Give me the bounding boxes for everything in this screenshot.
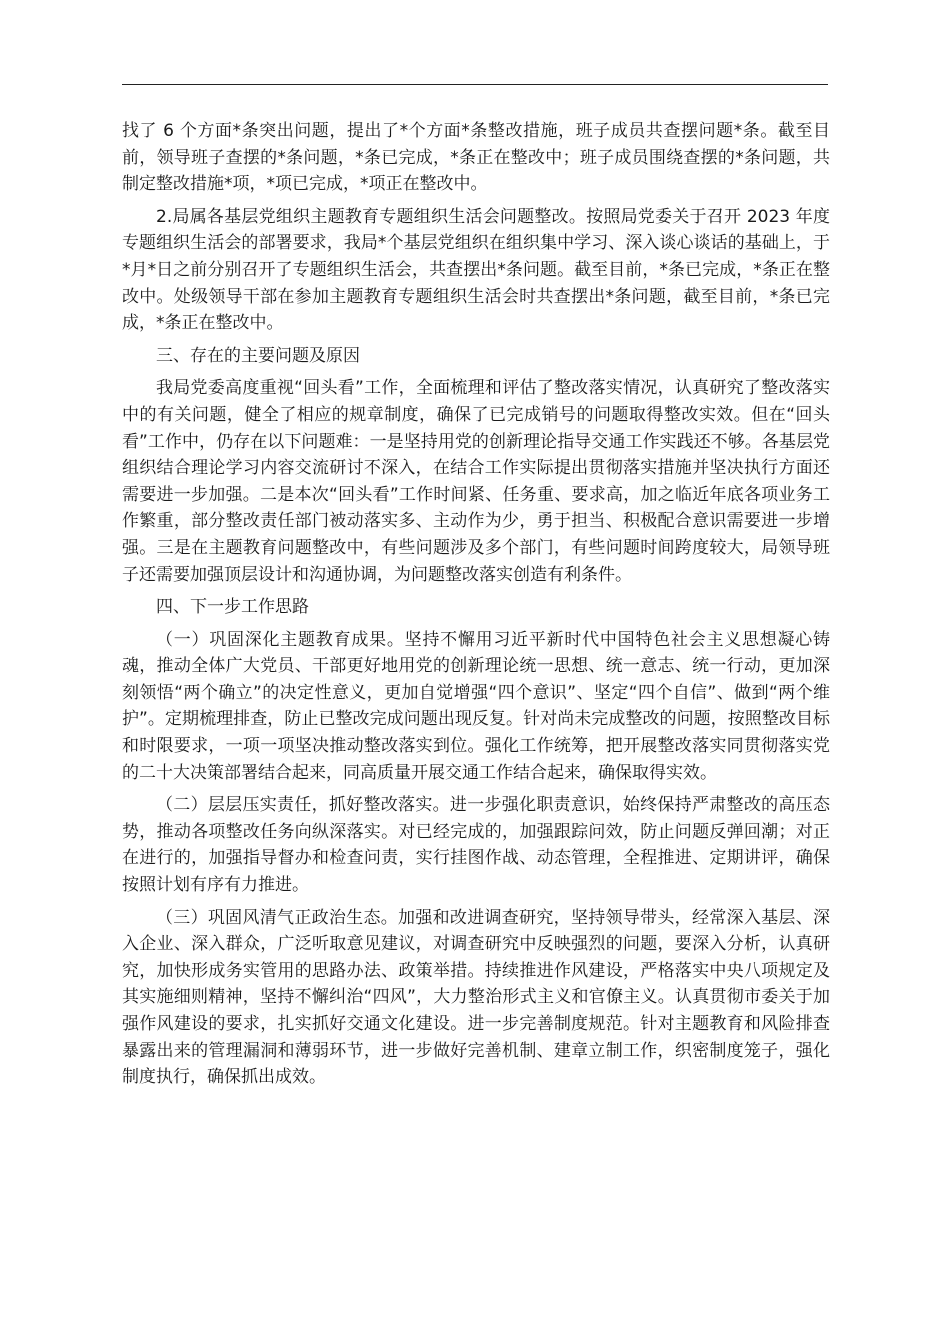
paragraph-continuation: 找了 6 个方面*条突出问题，提出了*个方面*条整改措施，班子成员共查摆问题*条。截至目前，领导班子查摆的*条问题，*条已完成，*条正在整改中；班子成员围绕查摆的*条问题，共制定整改措施*项，*项已完成，*项正在整改中。: [122, 121, 830, 195]
paragraph-next-step-2: （二）层层压实责任，抓好整改落实。进一步强化职责意识，始终保持严肃整改的高压态势，推动各项整改任务向纵深落实。对已经完成的，加强跟踪问效，防止问题反弹回潮；对正在进行的，加强指导督办和检查问责，实行挂图作战、动态管理，全程推进、定期讲评，确保按照计划有序有力推进。: [122, 795, 830, 896]
paragraph-next-step-3: （三）巩固风清气正政治生态。加强和改进调查研究，坚持领导带头，经常深入基层、深入企业、深入群众，广泛听取意见建议，对调查研究中反映强烈的问题，要深入分析，认真研究，加快形成务实管用的思路办法、政策举措。持续推进作风建设，严格落实中央八项规定及其实施细则精神，坚持不懈纠治“四风”，大力整治形式主义和官僚主义。认真贯彻市委关于加强作风建设的要求，扎实抓好交通文化建设。进一步完善制度规范。针对主题教育和风险排查暴露出来的管理漏洞和薄弱环节，进一步做好完善机制、建章立制工作，织密制度笼子，强化制度执行，确保抓出成效。: [122, 907, 830, 1088]
section-heading-3: 三、存在的主要问题及原因: [156, 345, 360, 366]
paragraph-item-2: 2.局属各基层党组织主题教育专题组织生活会问题整改。按照局党委关于召开 2023 年度专题组织生活会的部署要求，我局*个基层党组织在组织集中学习、深入谈心谈话的基础上，于*月*日之前分别召开了专题组织生活会，共查摆出*条问题。截至目前，*条已完成，*条正在整改中。处级领导干部在参加主题教育专题组织生活会时共查摆出*条问题，截至目前，*条已完成，*条正在整改中。: [122, 206, 830, 334]
section-heading-4: 四、下一步工作思路: [156, 597, 309, 618]
document-body: [122, 118, 830, 1097]
paragraph-next-step-1: （一）巩固深化主题教育成果。坚持不懈用习近平新时代中国特色社会主义思想凝心铸魂，推动全体广大党员、干部更好地用党的创新理论统一思想、统一意志、统一行动，更加深刻领悟“两个确立”的决定性意义，更加自觉增强“四个意识”、坚定“四个自信”、做到“两个维护”。定期梳理排查，防止已整改完成问题出现反复。针对尚未完成整改的问题，按照整改目标和时限要求，一项一项坚决推动整改落实到位。强化工作统筹，把开展整改落实同贯彻落实党的二十大决策部署结合起来，同高质量开展交通工作结合起来，确保取得实效。: [122, 629, 830, 783]
paragraph-problems: 我局党委高度重视“回头看”工作，全面梳理和评估了整改落实情况，认真研究了整改落实中的有关问题，健全了相应的规章制度，确保了已完成销号的问题取得整改实效。但在“回头看”工作中，仍存在以下问题难：一是坚持用党的创新理论指导交通工作实践还不够。各基层党组织结合理论学习内容交流研讨不深入，在结合工作实际提出贯彻落实措施并坚决执行方面还需要进一步加强。二是本次“回头看”工作时间紧、任务重、要求高，加之临近年底各项业务工作繁重，部分整改责任部门被动落实多、主动作为少，勇于担当、积极配合意识需要进一步增强。三是在主题教育问题整改中，有些问题涉及多个部门，有些问题时间跨度较大，局领导班子还需要加强顶层设计和沟通协调，为问题整改落实创造有利条件。: [122, 378, 830, 585]
header-rule: [122, 84, 828, 85]
